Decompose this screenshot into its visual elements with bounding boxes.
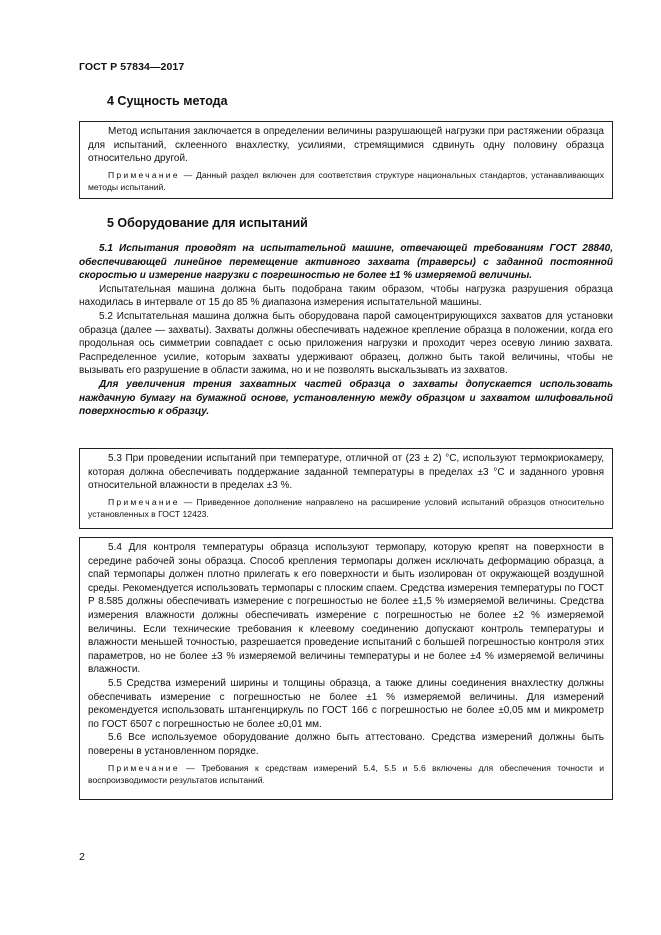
- clause-5-5-text: 5.5 Средства измерений ширины и толщины образца, а также длины соединения внахлестку должны обеспечивать измерение с погрешностью не более ±1 % измеряемой величины. Для измерений рекомендуется использовать штангенциркуль по ГОСТ 166 с погрешностью не более ±0,05 мм и микрометр по ГОСТ 6507 с погрешностью не более ±0,01 мм.: [88, 677, 604, 730]
- clause-5-2-text: 5.2 Испытательная машина должна быть оборудована парой самоцентрирующихся захватов для установки образца (далее — захваты). Захваты должны обеспечивать надежное крепление образца в положении, когда его продольная ось симметрии совпадает с осью приложения нагрузки и проходит через осевую линию захвата. Распределенное усилие, которым захваты удерживают образец, должно быть такой величины, чтобы не вызывать его разрушение в области зажима, но и не позволять выскальзывать из захватов.: [79, 310, 613, 377]
- clause-5-3-text: 5.3 При проведении испытаний при температуре, отличной от (23 ± 2) °С, используют термокриокамеру, которая должна обеспечивать поддержание заданной температуры в пределах ±3 °С и заданного уровня относительной влажности в пределах ±3 %.: [88, 453, 604, 492]
- clause-5-2-bold: Для увеличения трения захватных частей образца о захваты допускается использовать наждачную бумагу на бумажной основе, установленную между образцом и захватом шлифовальной поверхностью к образцу.: [79, 378, 613, 418]
- section-4-text: Метод испытания заключается в определении величины разрушающей нагрузки при растяжении образца для испытаний, склеенного внахлестку, усилиями, стремящимися сдвинуть одну половину образца относительно другой.: [88, 126, 604, 165]
- clause-5-3-box: [79, 448, 613, 529]
- section-5-body: [79, 242, 613, 419]
- clause-5-6-note: [88, 762, 604, 786]
- section-4-note: [88, 169, 604, 193]
- clause-5-4-text: 5.4 Для контроля температуры образца используют термопару, которую крепят на поверхности в середине рабочей зоны образца. Способ крепления термопары должен исключать деформацию образца, а спай термопары должен плотно прилегать к его поверхности и быть изолирован от окружающей воздушной среды. Рекомендуется использовать термопары с плоским спаем. Средства измерения температуры по ГОСТ Р 8.585 должны обеспечивать измерение с погрешностью не более ±1,5 % измеряемой величины. Средства измерения влажности должны обеспечивать измерение с погрешностью не более ±2 % измеряемой величины. Если технические требования к клеевому соединению допускают контроль температуры и влажности меньшей точностью, разрешается проведение испытаний с большей погрешностью контроля этих параметров, но не более ±3 % измеряемой величины температуры и не более ±4 % измеряемой величины влажности.: [88, 542, 604, 676]
- note-text: — Данный раздел включен для соответствия структуре национальных стандартов, устанавливающих методы испытаний.: [88, 169, 604, 192]
- note-text: — Требования к средствам измерений 5.4, 5.5 и 5.6 включены для обеспечения точности и воспроизводимости результатов испытаний.: [88, 762, 604, 785]
- note-label: Примечание: [108, 496, 180, 507]
- clause-5-4-box: [79, 537, 613, 800]
- note-text: — Приведенное дополнение направлено на расширение условий испытаний образцов относительно установленных в ГОСТ 12423.: [88, 496, 604, 519]
- section-5-title: 5 Оборудование для испытаний: [107, 216, 308, 230]
- clause-5-3-note: [88, 496, 604, 520]
- clause-5-1-text: Испытательная машина должна быть подобрана таким образом, чтобы нагрузка разрушения образца находилась в интервале от 15 до 85 % диапазона измерения испытательной машины.: [79, 283, 613, 309]
- page-number: 2: [79, 851, 85, 863]
- note-label: Примечание: [108, 169, 180, 180]
- clause-5-6-text: 5.6 Все используемое оборудование должно быть аттестовано. Средства измерений должны быть поверены в установленном порядке.: [88, 732, 604, 757]
- section-4-box: [79, 121, 613, 199]
- note-label: Примечание: [108, 762, 180, 773]
- document-header: ГОСТ Р 57834—2017: [79, 61, 185, 73]
- section-4-title: 4 Сущность метода: [107, 94, 228, 108]
- clause-5-1-bold: 5.1 Испытания проводят на испытательной машине, отвечающей требованиям ГОСТ 28840, обеспечивающей линейное перемещение активного захвата (траверсы) с заданной постоянной скоростью и измерение нагрузки с погрешностью не более ±1 % измеряемой величины.: [79, 243, 613, 282]
